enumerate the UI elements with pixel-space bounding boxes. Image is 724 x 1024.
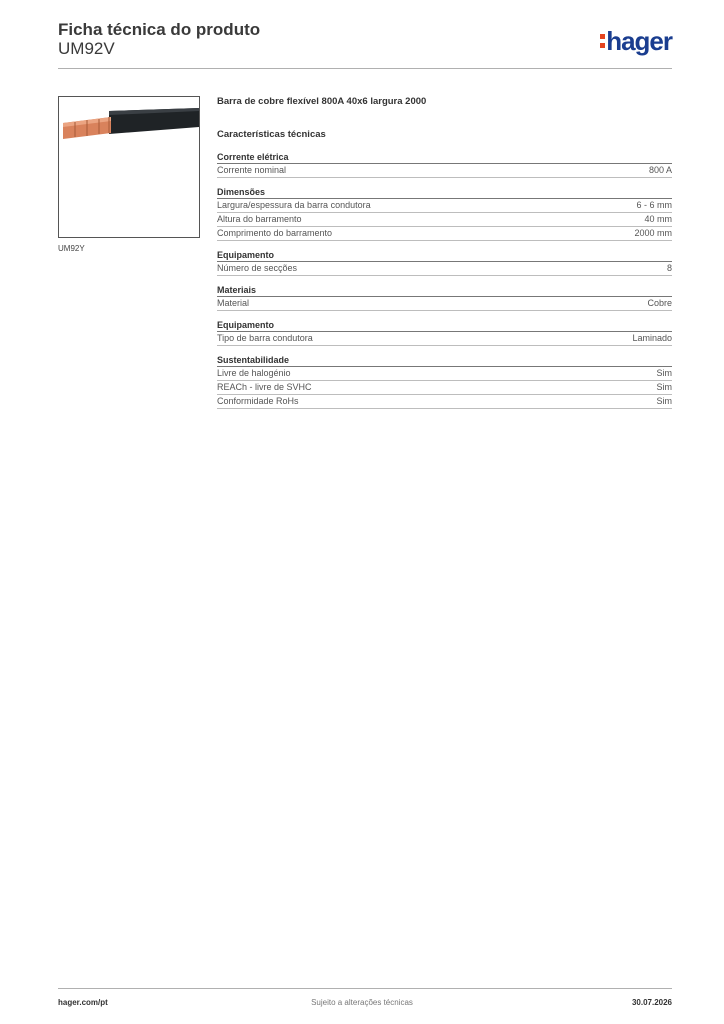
spec-group-title: Materiais: [217, 284, 672, 297]
spec-group-sustainability: [217, 354, 672, 409]
footer-divider: [58, 988, 672, 989]
spec-value: 2000 mm: [634, 228, 672, 238]
logo-text: hager: [606, 26, 672, 56]
spec-group-title: Equipamento: [217, 319, 672, 332]
spec-value: 40 mm: [644, 214, 672, 224]
product-code: UM92V: [58, 39, 115, 58]
spec-value: Cobre: [647, 298, 672, 308]
spec-row: [217, 164, 672, 178]
spec-row: [217, 367, 672, 381]
spec-group-equipment-type: [217, 319, 672, 346]
spec-group-materials: [217, 284, 672, 311]
spec-value: Laminado: [632, 333, 672, 343]
header-divider: [58, 68, 672, 69]
spec-row: [217, 262, 672, 276]
spec-row: [217, 199, 672, 213]
spec-group-title: Equipamento: [217, 249, 672, 262]
spec-group-electrical: [217, 151, 672, 178]
spec-row: [217, 227, 672, 241]
spec-group-title: Sustentabilidade: [217, 354, 672, 367]
spec-value: Sim: [656, 382, 672, 392]
footer-notice: Sujeito a alterações técnicas: [311, 998, 413, 1007]
spec-label: Conformidade RoHs: [217, 396, 299, 406]
product-description: Barra de cobre flexível 800A 40x6 largura 2000: [217, 96, 427, 107]
spec-value: Sim: [656, 368, 672, 378]
document-title: Ficha técnica do produto: [58, 20, 261, 39]
specs-section-title: Características técnicas: [217, 129, 326, 140]
footer-website-link[interactable]: hager.com/pt: [58, 998, 108, 1007]
spec-label: Livre de halogénio: [217, 368, 291, 378]
spec-value: 800 A: [648, 165, 672, 175]
logo-dots-icon: [600, 34, 605, 50]
spec-label: Altura do barramento: [217, 214, 302, 224]
product-image: [58, 96, 200, 238]
footer-date: 30.07.2026: [631, 998, 672, 1007]
hager-logo: [600, 28, 672, 54]
spec-row: [217, 395, 672, 409]
image-caption: UM92Y: [58, 244, 85, 253]
spec-group-dimensions: [217, 186, 672, 241]
spec-row: [217, 332, 672, 346]
spec-group-title: Corrente elétrica: [217, 151, 672, 164]
busbar-illustration: [59, 97, 199, 237]
spec-label: Material: [217, 298, 250, 308]
specs-content: [217, 96, 672, 409]
spec-row: [217, 213, 672, 227]
spec-row: [217, 381, 672, 395]
spec-row: [217, 297, 672, 311]
spec-label: Número de secções: [217, 263, 298, 273]
spec-label: Corrente nominal: [217, 165, 287, 175]
spec-label: Largura/espessura da barra condutora: [217, 200, 371, 210]
spec-group-equipment: [217, 249, 672, 276]
spec-value: Sim: [656, 396, 672, 406]
spec-value: 8: [666, 263, 672, 273]
spec-value: 6 - 6 mm: [636, 200, 672, 210]
page-header: [58, 20, 672, 68]
spec-label: REACh - livre de SVHC: [217, 382, 312, 392]
spec-label: Tipo de barra condutora: [217, 333, 313, 343]
spec-label: Comprimento do barramento: [217, 228, 333, 238]
spec-group-title: Dimensões: [217, 186, 672, 199]
